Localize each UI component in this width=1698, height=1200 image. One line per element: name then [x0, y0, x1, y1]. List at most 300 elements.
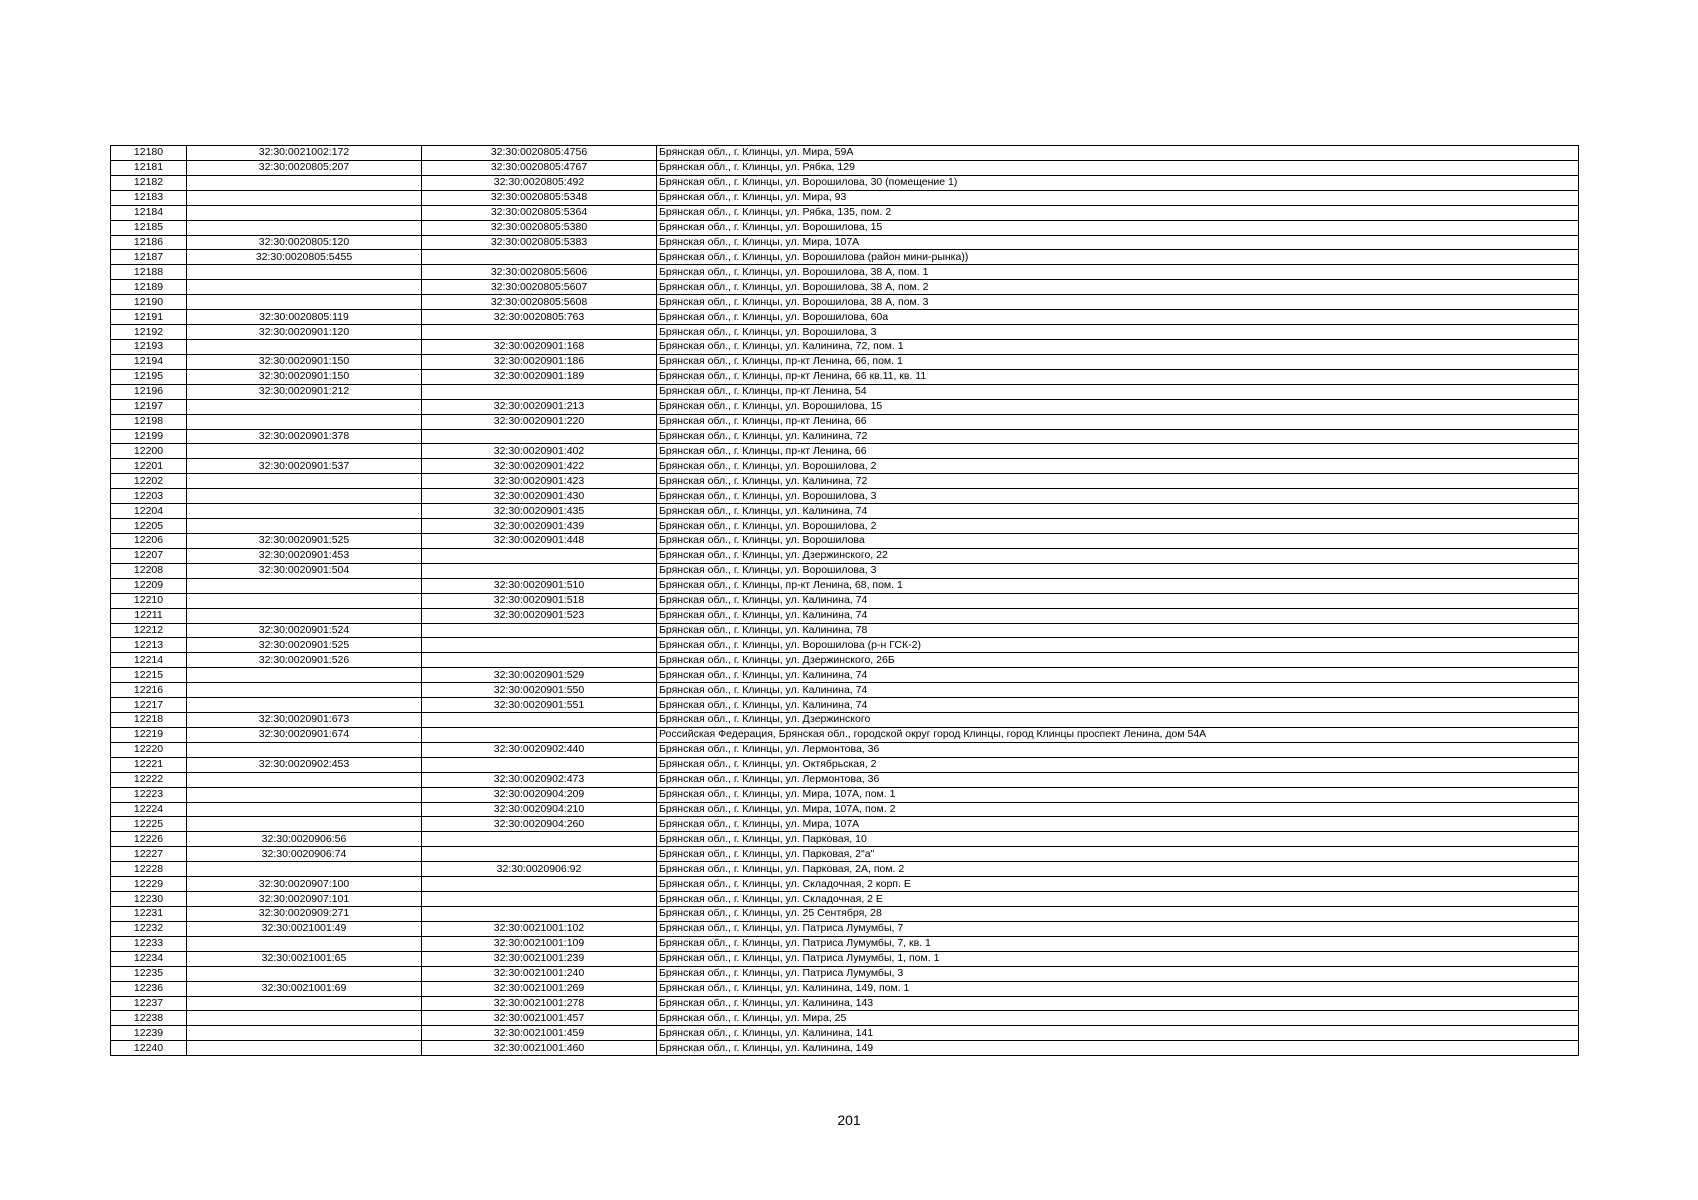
object-cadastral-number-cell: 32:30:0021001:457: [422, 1011, 657, 1026]
address-cell: Брянская обл., г. Клинцы, ул. Калинина, 149: [657, 1041, 1579, 1056]
table-row: [111, 235, 1579, 250]
parcel-cadastral-number-cell: [187, 698, 422, 713]
row-number-cell: 12190: [111, 295, 187, 310]
parcel-cadastral-number-cell: 32:30:0020901:212: [187, 384, 422, 399]
parcel-cadastral-number-cell: 32:30:0020901:525: [187, 533, 422, 548]
address-cell: Брянская обл., г. Клинцы, ул. Калинина, 74: [657, 504, 1579, 519]
parcel-cadastral-number-cell: [187, 280, 422, 295]
address-cell: Брянская обл., г. Клинцы, ул. Ворошилова, 3: [657, 563, 1579, 578]
parcel-cadastral-number-cell: [187, 1011, 422, 1026]
address-cell: Брянская обл., г. Клинцы, ул. Патриса Лумумбы, 1, пом. 1: [657, 951, 1579, 966]
object-cadastral-number-cell: 32:30:0020805:5607: [422, 280, 657, 295]
parcel-cadastral-number-cell: 32:30:0020901:525: [187, 638, 422, 653]
row-number-cell: 12235: [111, 966, 187, 981]
cadastral-table: [110, 145, 1579, 1056]
address-cell: Брянская обл., г. Клинцы, ул. Мира, 107А, пом. 1: [657, 787, 1579, 802]
row-number-cell: 12181: [111, 160, 187, 175]
address-cell: Брянская обл., г. Клинцы, ул. Ворошилова (район мини-рынка)): [657, 250, 1579, 265]
row-number-cell: 12195: [111, 369, 187, 384]
address-cell: Брянская обл., г. Клинцы, ул. Калинина, 74: [657, 683, 1579, 698]
table-row: [111, 369, 1579, 384]
address-cell: Брянская обл., г. Клинцы, ул. Ворошилова, 38 А, пом. 3: [657, 295, 1579, 310]
address-cell: Брянская обл., г. Клинцы, ул. Дзержинского: [657, 713, 1579, 728]
table-row: [111, 623, 1579, 638]
row-number-cell: 12209: [111, 578, 187, 593]
address-cell: Брянская обл., г. Клинцы, ул. Складочная, 2 корп. Е: [657, 877, 1579, 892]
parcel-cadastral-number-cell: 32:30:0020901:150: [187, 369, 422, 384]
table-row: [111, 519, 1579, 534]
object-cadastral-number-cell: 32:30:0020805:763: [422, 310, 657, 325]
object-cadastral-number-cell: 32:30:0020902:440: [422, 742, 657, 757]
address-cell: Брянская обл., г. Клинцы, ул. Парковая, 2А, пом. 2: [657, 862, 1579, 877]
row-number-cell: 12223: [111, 787, 187, 802]
table-row: [111, 713, 1579, 728]
table-row: [111, 504, 1579, 519]
address-cell: Брянская обл., г. Клинцы, ул. Ворошилова, 15: [657, 220, 1579, 235]
object-cadastral-number-cell: 32:30:0020901:402: [422, 444, 657, 459]
address-cell: Брянская обл., г. Клинцы, ул. Лермонтова, 36: [657, 772, 1579, 787]
row-number-cell: 12233: [111, 936, 187, 951]
parcel-cadastral-number-cell: [187, 742, 422, 757]
table-row: [111, 280, 1579, 295]
address-cell: Российская Федерация, Брянская обл., городской округ город Клинцы, город Клинцы проспект Ленина, дом 54А: [657, 727, 1579, 742]
table-row: [111, 698, 1579, 713]
row-number-cell: 12199: [111, 429, 187, 444]
table-row: [111, 459, 1579, 474]
parcel-cadastral-number-cell: [187, 190, 422, 205]
object-cadastral-number-cell: 32:30:0020901:448: [422, 533, 657, 548]
object-cadastral-number-cell: [422, 623, 657, 638]
object-cadastral-number-cell: 32:30:0020904:209: [422, 787, 657, 802]
address-cell: Брянская обл., г. Клинцы, ул. Калинина, 74: [657, 608, 1579, 623]
parcel-cadastral-number-cell: 32:30:0020805:120: [187, 235, 422, 250]
table-row: [111, 907, 1579, 922]
object-cadastral-number-cell: 32:30:0020901:551: [422, 698, 657, 713]
row-number-cell: 12194: [111, 354, 187, 369]
address-cell: Брянская обл., г. Клинцы, ул. Лермонтова, 36: [657, 742, 1579, 757]
object-cadastral-number-cell: 32:30:0020901:439: [422, 519, 657, 534]
row-number-cell: 12180: [111, 146, 187, 161]
parcel-cadastral-number-cell: 32:30:0020805:119: [187, 310, 422, 325]
parcel-cadastral-number-cell: [187, 295, 422, 310]
address-cell: Брянская обл., г. Клинцы, ул. Ворошилова, 3: [657, 325, 1579, 340]
table-row: [111, 727, 1579, 742]
parcel-cadastral-number-cell: [187, 802, 422, 817]
address-cell: Брянская обл., г. Клинцы, пр-кт Ленина, 66: [657, 444, 1579, 459]
row-number-cell: 12202: [111, 474, 187, 489]
object-cadastral-number-cell: 32:30:0020901:518: [422, 593, 657, 608]
row-number-cell: 12204: [111, 504, 187, 519]
address-cell: Брянская обл., г. Клинцы, ул. Патриса Лумумбы, 7: [657, 921, 1579, 936]
address-cell: Брянская обл., г. Клинцы, ул. Мира, 107А: [657, 817, 1579, 832]
row-number-cell: 12221: [111, 757, 187, 772]
address-cell: Брянская обл., г. Клинцы, ул. Мира, 25: [657, 1011, 1579, 1026]
page-number: 201: [837, 1112, 861, 1128]
parcel-cadastral-number-cell: [187, 399, 422, 414]
row-number-cell: 12231: [111, 907, 187, 922]
object-cadastral-number-cell: 32:30:0020904:210: [422, 802, 657, 817]
object-cadastral-number-cell: [422, 653, 657, 668]
address-cell: Брянская обл., г. Клинцы, ул. Парковая, 2"а": [657, 847, 1579, 862]
address-cell: Брянская обл., г. Клинцы, ул. Калинина, 74: [657, 593, 1579, 608]
table-row: [111, 996, 1579, 1011]
row-number-cell: 12196: [111, 384, 187, 399]
address-cell: Брянская обл., г. Клинцы, ул. Октябрьская, 2: [657, 757, 1579, 772]
object-cadastral-number-cell: 32:30:0020901:550: [422, 683, 657, 698]
object-cadastral-number-cell: [422, 892, 657, 907]
table-row: [111, 936, 1579, 951]
table-row: [111, 414, 1579, 429]
row-number-cell: 12220: [111, 742, 187, 757]
row-number-cell: 12206: [111, 533, 187, 548]
row-number-cell: 12207: [111, 548, 187, 563]
address-cell: Брянская обл., г. Клинцы, ул. Ворошилова, 30 (помещение 1): [657, 175, 1579, 190]
object-cadastral-number-cell: 32:30:0020805:5348: [422, 190, 657, 205]
object-cadastral-number-cell: 32:30:0020805:5383: [422, 235, 657, 250]
parcel-cadastral-number-cell: 32:30:0021002:172: [187, 146, 422, 161]
object-cadastral-number-cell: [422, 548, 657, 563]
object-cadastral-number-cell: 32:30:0021001:278: [422, 996, 657, 1011]
table-row: [111, 802, 1579, 817]
row-number-cell: 12203: [111, 489, 187, 504]
table-row: [111, 250, 1579, 265]
object-cadastral-number-cell: [422, 638, 657, 653]
address-cell: Брянская обл., г. Клинцы, ул. Дзержинского, 22: [657, 548, 1579, 563]
row-number-cell: 12193: [111, 339, 187, 354]
address-cell: Брянская обл., г. Клинцы, ул. Ворошилова: [657, 533, 1579, 548]
parcel-cadastral-number-cell: 32:30:0020805:5455: [187, 250, 422, 265]
parcel-cadastral-number-cell: 32:30:0020901:453: [187, 548, 422, 563]
object-cadastral-number-cell: 32:30:0021001:459: [422, 1026, 657, 1041]
address-cell: Брянская обл., г. Клинцы, ул. Складочная, 2 Е: [657, 892, 1579, 907]
parcel-cadastral-number-cell: [187, 683, 422, 698]
parcel-cadastral-number-cell: 32:30:0020901:524: [187, 623, 422, 638]
row-number-cell: 12188: [111, 265, 187, 280]
object-cadastral-number-cell: [422, 727, 657, 742]
parcel-cadastral-number-cell: [187, 1026, 422, 1041]
address-cell: Брянская обл., г. Клинцы, ул. Ворошилова, 15: [657, 399, 1579, 414]
table-row: [111, 220, 1579, 235]
address-cell: Брянская обл., г. Клинцы, ул. Ворошилова, 60а: [657, 310, 1579, 325]
address-cell: Брянская обл., г. Клинцы, пр-кт Ленина, 66 кв.11, кв. 11: [657, 369, 1579, 384]
parcel-cadastral-number-cell: [187, 205, 422, 220]
parcel-cadastral-number-cell: [187, 489, 422, 504]
address-cell: Брянская обл., г. Клинцы, ул. Дзержинского, 26Б: [657, 653, 1579, 668]
address-cell: Брянская обл., г. Клинцы, ул. Калинина, 78: [657, 623, 1579, 638]
parcel-cadastral-number-cell: [187, 220, 422, 235]
row-number-cell: 12227: [111, 847, 187, 862]
parcel-cadastral-number-cell: [187, 519, 422, 534]
parcel-cadastral-number-cell: [187, 1041, 422, 1056]
object-cadastral-number-cell: [422, 907, 657, 922]
table-row: [111, 474, 1579, 489]
row-number-cell: 12226: [111, 832, 187, 847]
object-cadastral-number-cell: 32:30:0020805:492: [422, 175, 657, 190]
address-cell: Брянская обл., г. Клинцы, ул. Калинина, 143: [657, 996, 1579, 1011]
table-row: [111, 847, 1579, 862]
address-cell: Брянская обл., г. Клинцы, ул. Калинина, 141: [657, 1026, 1579, 1041]
object-cadastral-number-cell: 32:30:0020805:5364: [422, 205, 657, 220]
parcel-cadastral-number-cell: [187, 578, 422, 593]
object-cadastral-number-cell: [422, 757, 657, 772]
row-number-cell: 12197: [111, 399, 187, 414]
table-row: [111, 146, 1579, 161]
table-row: [111, 742, 1579, 757]
parcel-cadastral-number-cell: 32:30:0020907:101: [187, 892, 422, 907]
row-number-cell: 12187: [111, 250, 187, 265]
table-row: [111, 533, 1579, 548]
table-row: [111, 175, 1579, 190]
address-cell: Брянская обл., г. Клинцы, пр-кт Ленина, 68, пом. 1: [657, 578, 1579, 593]
row-number-cell: 12230: [111, 892, 187, 907]
table-row: [111, 981, 1579, 996]
address-cell: Брянская обл., г. Клинцы, ул. Калинина, 74: [657, 698, 1579, 713]
address-cell: Брянская обл., г. Клинцы, ул. Ворошилова (р-н ГСК-2): [657, 638, 1579, 653]
object-cadastral-number-cell: 32:30:0021001:239: [422, 951, 657, 966]
parcel-cadastral-number-cell: [187, 817, 422, 832]
table-row: [111, 608, 1579, 623]
object-cadastral-number-cell: 32:30:0020901:186: [422, 354, 657, 369]
row-number-cell: 12189: [111, 280, 187, 295]
row-number-cell: 12182: [111, 175, 187, 190]
object-cadastral-number-cell: 32:30:0020901:168: [422, 339, 657, 354]
object-cadastral-number-cell: 32:30:0020902:473: [422, 772, 657, 787]
address-cell: Брянская обл., г. Клинцы, ул. Патриса Лумумбы, 7, кв. 1: [657, 936, 1579, 951]
table-row: [111, 1041, 1579, 1056]
object-cadastral-number-cell: 32:30:0020901:529: [422, 668, 657, 683]
address-cell: Брянская обл., г. Клинцы, ул. Рябка, 129: [657, 160, 1579, 175]
parcel-cadastral-number-cell: 32:30:0021001:69: [187, 981, 422, 996]
row-number-cell: 12229: [111, 877, 187, 892]
row-number-cell: 12213: [111, 638, 187, 653]
table-row: [111, 653, 1579, 668]
table-row: [111, 295, 1579, 310]
table-row: [111, 772, 1579, 787]
table-row: [111, 444, 1579, 459]
address-cell: Брянская обл., г. Клинцы, ул. Калинина, 149, пом. 1: [657, 981, 1579, 996]
address-cell: Брянская обл., г. Клинцы, ул. Мира, 59А: [657, 146, 1579, 161]
parcel-cadastral-number-cell: [187, 936, 422, 951]
parcel-cadastral-number-cell: 32:30:0020901:673: [187, 713, 422, 728]
parcel-cadastral-number-cell: [187, 996, 422, 1011]
table-row: [111, 563, 1579, 578]
address-cell: Брянская обл., г. Клинцы, ул. Ворошилова, 3: [657, 489, 1579, 504]
row-number-cell: 12192: [111, 325, 187, 340]
table-row: [111, 683, 1579, 698]
object-cadastral-number-cell: [422, 877, 657, 892]
row-number-cell: 12201: [111, 459, 187, 474]
object-cadastral-number-cell: [422, 325, 657, 340]
object-cadastral-number-cell: 32:30:0020805:4756: [422, 146, 657, 161]
parcel-cadastral-number-cell: 32:30:0020909:271: [187, 907, 422, 922]
address-cell: Брянская обл., г. Клинцы, ул. Ворошилова, 38 А, пом. 2: [657, 280, 1579, 295]
table-row: [111, 966, 1579, 981]
object-cadastral-number-cell: 32:30:0021001:240: [422, 966, 657, 981]
object-cadastral-number-cell: 32:30:0020901:189: [422, 369, 657, 384]
row-number-cell: 12214: [111, 653, 187, 668]
table-row: [111, 593, 1579, 608]
row-number-cell: 12240: [111, 1041, 187, 1056]
row-number-cell: 12228: [111, 862, 187, 877]
address-cell: Брянская обл., г. Клинцы, ул. Парковая, 10: [657, 832, 1579, 847]
parcel-cadastral-number-cell: 32:30:0020901:504: [187, 563, 422, 578]
row-number-cell: 12215: [111, 668, 187, 683]
table-row: [111, 877, 1579, 892]
address-cell: Брянская обл., г. Клинцы, ул. Ворошилова, 2: [657, 459, 1579, 474]
object-cadastral-number-cell: 32:30:0020901:423: [422, 474, 657, 489]
table-row: [111, 548, 1579, 563]
object-cadastral-number-cell: [422, 713, 657, 728]
parcel-cadastral-number-cell: [187, 504, 422, 519]
row-number-cell: 12212: [111, 623, 187, 638]
table-row: [111, 787, 1579, 802]
parcel-cadastral-number-cell: [187, 593, 422, 608]
object-cadastral-number-cell: 32:30:0020901:213: [422, 399, 657, 414]
row-number-cell: 12183: [111, 190, 187, 205]
table-row: [111, 489, 1579, 504]
table-row: [111, 354, 1579, 369]
table-row: [111, 205, 1579, 220]
table-row: [111, 265, 1579, 280]
parcel-cadastral-number-cell: [187, 966, 422, 981]
table-row: [111, 862, 1579, 877]
parcel-cadastral-number-cell: [187, 787, 422, 802]
table-row: [111, 160, 1579, 175]
table-row: [111, 325, 1579, 340]
row-number-cell: 12232: [111, 921, 187, 936]
row-number-cell: 12222: [111, 772, 187, 787]
object-cadastral-number-cell: 32:30:0020901:422: [422, 459, 657, 474]
parcel-cadastral-number-cell: [187, 772, 422, 787]
row-number-cell: 12216: [111, 683, 187, 698]
table-row: [111, 921, 1579, 936]
object-cadastral-number-cell: 32:30:0021001:269: [422, 981, 657, 996]
table-row: [111, 832, 1579, 847]
object-cadastral-number-cell: 32:30:0020901:220: [422, 414, 657, 429]
row-number-cell: 12219: [111, 727, 187, 742]
parcel-cadastral-number-cell: [187, 668, 422, 683]
table-body: [111, 146, 1579, 1056]
table-row: [111, 310, 1579, 325]
table-row: [111, 384, 1579, 399]
object-cadastral-number-cell: 32:30:0021001:460: [422, 1041, 657, 1056]
object-cadastral-number-cell: [422, 847, 657, 862]
parcel-cadastral-number-cell: 32:30:0020906:74: [187, 847, 422, 862]
parcel-cadastral-number-cell: [187, 608, 422, 623]
table-row: [111, 339, 1579, 354]
parcel-cadastral-number-cell: [187, 339, 422, 354]
table-row: [111, 1011, 1579, 1026]
table-row: [111, 668, 1579, 683]
table-row: [111, 638, 1579, 653]
address-cell: Брянская обл., г. Клинцы, пр-кт Ленина, 54: [657, 384, 1579, 399]
table-row: [111, 578, 1579, 593]
row-number-cell: 12234: [111, 951, 187, 966]
row-number-cell: 12186: [111, 235, 187, 250]
object-cadastral-number-cell: 32:30:0020805:5606: [422, 265, 657, 280]
object-cadastral-number-cell: [422, 384, 657, 399]
address-cell: Брянская обл., г. Клинцы, ул. Рябка, 135, пом. 2: [657, 205, 1579, 220]
object-cadastral-number-cell: 32:30:0020805:5608: [422, 295, 657, 310]
object-cadastral-number-cell: [422, 429, 657, 444]
parcel-cadastral-number-cell: 32:30:0020901:120: [187, 325, 422, 340]
object-cadastral-number-cell: [422, 250, 657, 265]
parcel-cadastral-number-cell: 32:30:0020907:100: [187, 877, 422, 892]
parcel-cadastral-number-cell: 32:30:0021001:49: [187, 921, 422, 936]
row-number-cell: 12208: [111, 563, 187, 578]
parcel-cadastral-number-cell: [187, 265, 422, 280]
address-cell: Брянская обл., г. Клинцы, ул. Калинина, 72: [657, 474, 1579, 489]
row-number-cell: 12237: [111, 996, 187, 1011]
object-cadastral-number-cell: 32:30:0020805:4767: [422, 160, 657, 175]
row-number-cell: 12191: [111, 310, 187, 325]
object-cadastral-number-cell: 32:30:0020904:260: [422, 817, 657, 832]
address-cell: Брянская обл., г. Клинцы, ул. Ворошилова, 38 А, пом. 1: [657, 265, 1579, 280]
address-cell: Брянская обл., г. Клинцы, ул. Калинина, 74: [657, 668, 1579, 683]
object-cadastral-number-cell: 32:30:0020901:435: [422, 504, 657, 519]
table-row: [111, 951, 1579, 966]
parcel-cadastral-number-cell: 32:30:0020906:56: [187, 832, 422, 847]
row-number-cell: 12225: [111, 817, 187, 832]
address-cell: Брянская обл., г. Клинцы, ул. Калинина, 72, пом. 1: [657, 339, 1579, 354]
address-cell: Брянская обл., г. Клинцы, ул. 25 Сентября, 28: [657, 907, 1579, 922]
parcel-cadastral-number-cell: [187, 414, 422, 429]
row-number-cell: 12184: [111, 205, 187, 220]
row-number-cell: 12217: [111, 698, 187, 713]
parcel-cadastral-number-cell: [187, 474, 422, 489]
parcel-cadastral-number-cell: [187, 444, 422, 459]
address-cell: Брянская обл., г. Клинцы, пр-кт Ленина, 66: [657, 414, 1579, 429]
object-cadastral-number-cell: 32:30:0021001:102: [422, 921, 657, 936]
parcel-cadastral-number-cell: 32:30:0020901:150: [187, 354, 422, 369]
row-number-cell: 12224: [111, 802, 187, 817]
object-cadastral-number-cell: 32:30:0020901:430: [422, 489, 657, 504]
object-cadastral-number-cell: 32:30:0021001:109: [422, 936, 657, 951]
object-cadastral-number-cell: 32:30:0020901:523: [422, 608, 657, 623]
row-number-cell: 12198: [111, 414, 187, 429]
table-row: [111, 892, 1579, 907]
parcel-cadastral-number-cell: 32:30:0020901:674: [187, 727, 422, 742]
row-number-cell: 12236: [111, 981, 187, 996]
object-cadastral-number-cell: 32:30:0020906:92: [422, 862, 657, 877]
parcel-cadastral-number-cell: 32:30:0020901:526: [187, 653, 422, 668]
address-cell: Брянская обл., г. Клинцы, ул. Калинина, 72: [657, 429, 1579, 444]
address-cell: Брянская обл., г. Клинцы, ул. Мира, 107А: [657, 235, 1579, 250]
row-number-cell: 12200: [111, 444, 187, 459]
address-cell: Брянская обл., г. Клинцы, ул. Мира, 93: [657, 190, 1579, 205]
address-cell: Брянская обл., г. Клинцы, ул. Патриса Лумумбы, 3: [657, 966, 1579, 981]
row-number-cell: 12185: [111, 220, 187, 235]
table-row: [111, 1026, 1579, 1041]
table-row: [111, 399, 1579, 414]
row-number-cell: 12238: [111, 1011, 187, 1026]
table-row: [111, 190, 1579, 205]
table-row: [111, 817, 1579, 832]
address-cell: Брянская обл., г. Клинцы, ул. Мира, 107А, пом. 2: [657, 802, 1579, 817]
object-cadastral-number-cell: 32:30:0020805:5380: [422, 220, 657, 235]
object-cadastral-number-cell: [422, 563, 657, 578]
address-cell: Брянская обл., г. Клинцы, ул. Ворошилова, 2: [657, 519, 1579, 534]
parcel-cadastral-number-cell: 32:30:0020901:537: [187, 459, 422, 474]
table-row: [111, 429, 1579, 444]
object-cadastral-number-cell: 32:30:0020901:510: [422, 578, 657, 593]
table-row: [111, 757, 1579, 772]
parcel-cadastral-number-cell: 32:30:0020902:453: [187, 757, 422, 772]
object-cadastral-number-cell: [422, 832, 657, 847]
parcel-cadastral-number-cell: 32:30:0020805:207: [187, 160, 422, 175]
parcel-cadastral-number-cell: 32:30:0020901:378: [187, 429, 422, 444]
row-number-cell: 12218: [111, 713, 187, 728]
